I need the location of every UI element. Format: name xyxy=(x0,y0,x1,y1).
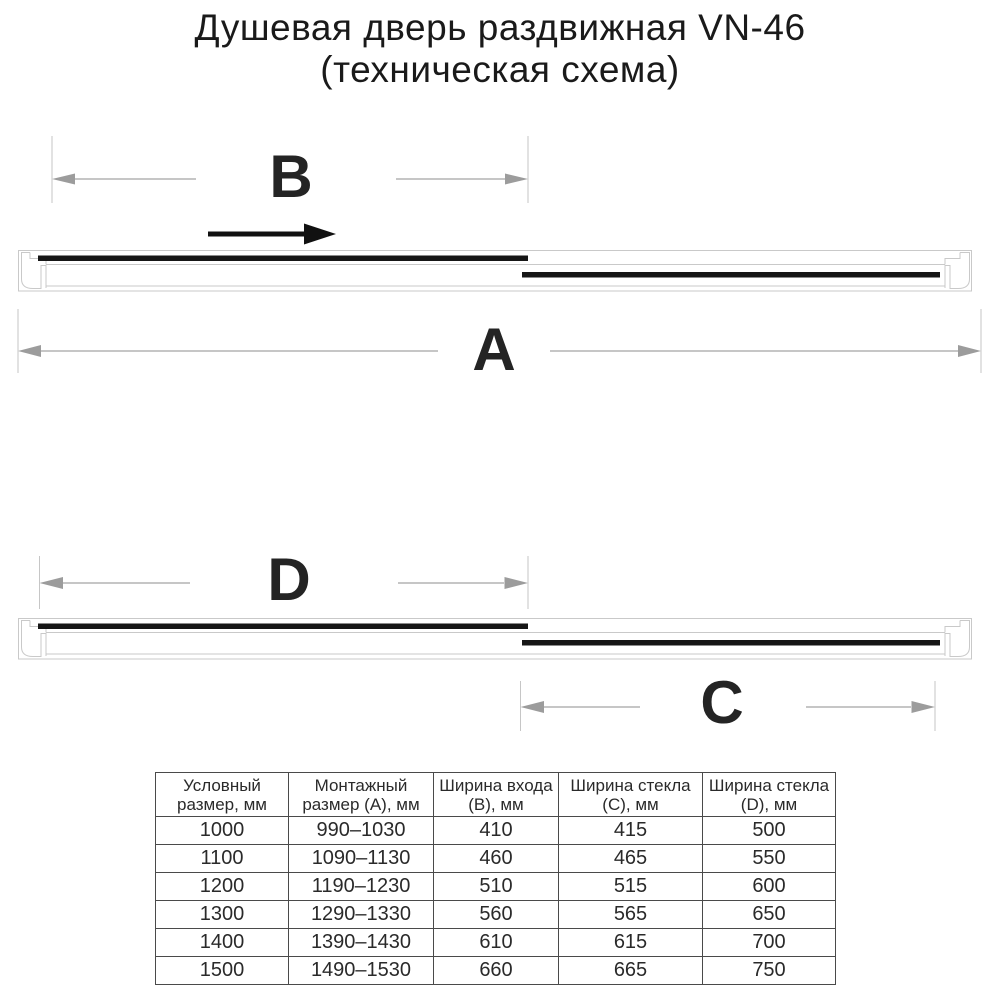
cell-glass-d: 750 xyxy=(703,957,836,985)
cell-glass-c: 415 xyxy=(559,817,703,845)
col-header-entry-width-b: Ширина входа (B), мм xyxy=(434,773,559,817)
cell-mount-a: 1090–1130 xyxy=(289,845,434,873)
cell-entry-b: 560 xyxy=(434,901,559,929)
dimension-label-a: A xyxy=(472,316,516,383)
dimension-label-b: B xyxy=(269,143,313,210)
cell-glass-d: 550 xyxy=(703,845,836,873)
cell-entry-b: 410 xyxy=(434,817,559,845)
table-row xyxy=(156,845,836,873)
arrow-left-icon xyxy=(52,174,75,185)
size-table-header-row xyxy=(156,773,836,817)
table-row xyxy=(156,957,836,985)
arrow-left-icon xyxy=(18,345,41,357)
cell-glass-d: 650 xyxy=(703,901,836,929)
dimension-label-d: D xyxy=(267,546,311,613)
cell-glass-c: 565 xyxy=(559,901,703,929)
door-profile-top xyxy=(19,251,972,292)
col-header-glass-width-c: Ширина стекла (C), мм xyxy=(559,773,703,817)
cell-nominal: 1400 xyxy=(156,929,289,957)
col-header-glass-width-d: Ширина стекла (D), мм xyxy=(703,773,836,817)
arrow-right-icon xyxy=(958,345,981,357)
cell-nominal: 1300 xyxy=(156,901,289,929)
arrow-left-icon xyxy=(521,701,545,713)
page-title-line1: Душевая дверь раздвижная VN-46 xyxy=(194,7,806,48)
table-row xyxy=(156,929,836,957)
cell-nominal: 1000 xyxy=(156,817,289,845)
cell-entry-b: 460 xyxy=(434,845,559,873)
table-row xyxy=(156,873,836,901)
table-row xyxy=(156,817,836,845)
cell-entry-b: 510 xyxy=(434,873,559,901)
cell-glass-d: 500 xyxy=(703,817,836,845)
dimension-label-c: C xyxy=(700,669,744,736)
col-header-nominal-size: Условный размер, мм xyxy=(156,773,289,817)
cell-mount-a: 1190–1230 xyxy=(289,873,434,901)
cell-mount-a: 1290–1330 xyxy=(289,901,434,929)
col-header-mount-size-a: Монтажный размер (А), мм xyxy=(289,773,434,817)
size-table xyxy=(155,772,836,985)
slide-direction-arrow xyxy=(208,224,336,245)
cell-nominal: 1100 xyxy=(156,845,289,873)
door-profile-bottom xyxy=(19,619,972,660)
cell-glass-d: 600 xyxy=(703,873,836,901)
cell-mount-a: 1390–1430 xyxy=(289,929,434,957)
cell-nominal: 1500 xyxy=(156,957,289,985)
cell-glass-d: 700 xyxy=(703,929,836,957)
arrow-left-icon xyxy=(40,577,64,589)
cell-glass-c: 615 xyxy=(559,929,703,957)
arrow-right-icon xyxy=(505,577,529,589)
arrow-right-icon xyxy=(505,174,528,185)
cell-glass-c: 465 xyxy=(559,845,703,873)
cell-entry-b: 660 xyxy=(434,957,559,985)
table-row xyxy=(156,901,836,929)
cell-nominal: 1200 xyxy=(156,873,289,901)
page-title-line2: (техническая схема) xyxy=(320,49,680,90)
cell-glass-c: 665 xyxy=(559,957,703,985)
cell-mount-a: 990–1030 xyxy=(289,817,434,845)
cell-mount-a: 1490–1530 xyxy=(289,957,434,985)
arrow-right-icon xyxy=(912,701,936,713)
cell-entry-b: 610 xyxy=(434,929,559,957)
cell-glass-c: 515 xyxy=(559,873,703,901)
arrow-right-icon xyxy=(304,224,336,245)
